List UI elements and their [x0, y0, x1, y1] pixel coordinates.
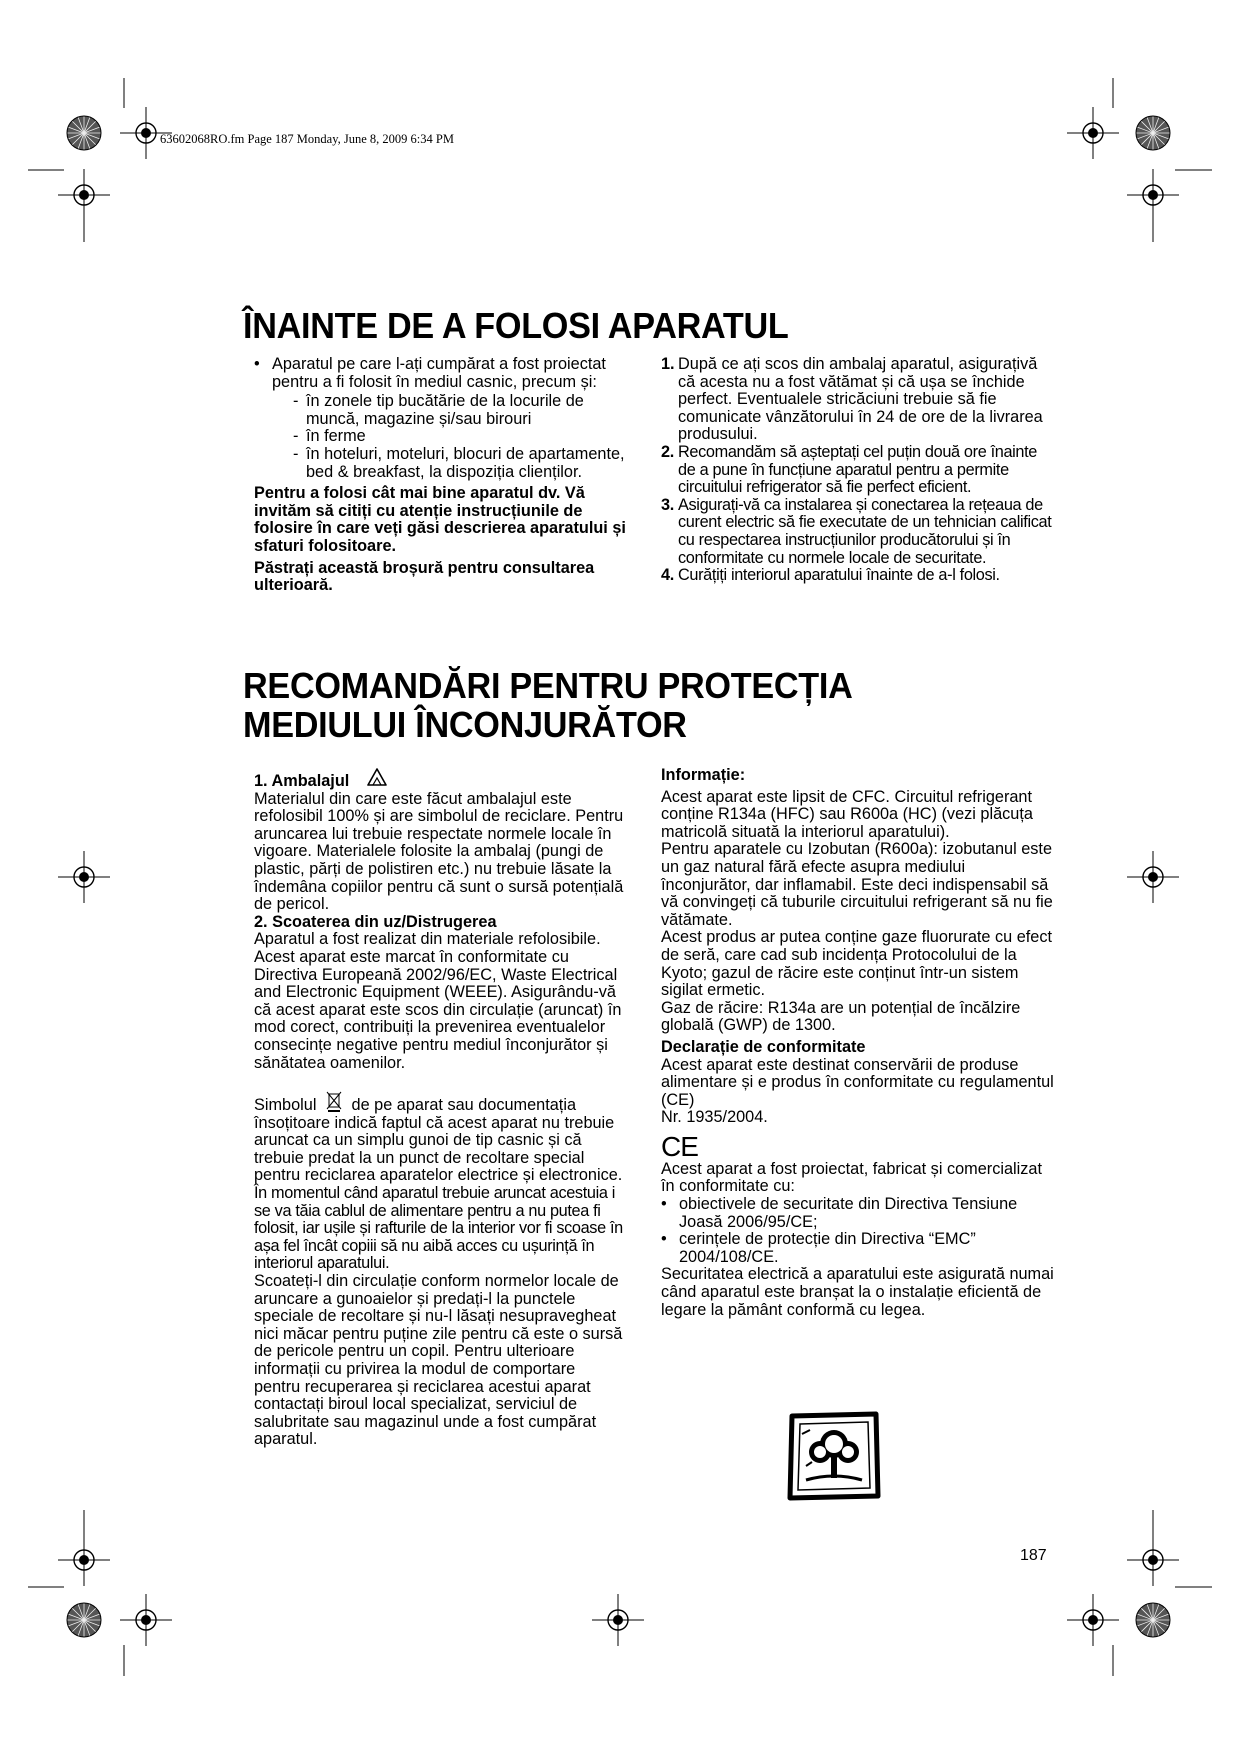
conformity-heading: Declarație de conformitate — [661, 1037, 866, 1056]
usage-list — [272, 393, 634, 481]
conformity-text: Securitatea electrică a aparatului este asigurată numai când aparatul este branșat la o instalație eficientă de legare la pământ conformă cu legea. — [661, 1265, 1054, 1319]
page-number: 187 — [1020, 1547, 1047, 1564]
recycle-icon — [364, 767, 390, 789]
section2-title-line1: RECOMANDĂRI PENTRU PROTECȚIA — [243, 665, 853, 706]
step-item: 1. După ce ați scos din ambalaj aparatul, asigurațivă că acesta nu a fost vătămat și că ușa se închide perfect. Eventualele stricăciuni trebuie să fie comunicate vânzătorului în 24 de ore de la livrarea produsului. — [661, 355, 1043, 444]
tree-logo-icon — [786, 1410, 882, 1502]
info-text: Pentru aparatele cu Izobutan (R600a): izobutanul este un gaz natural fără efecte asupra mediului înconjurător, dar inflamabil. Este deci indispensabil să vă convingeți că tuburile circuitului refrigerant să nu fie vătămate. — [661, 840, 1053, 929]
weee-paragraph: Simbolul de pe aparat sau documentația însoțitoare indică faptul că acest aparat nu trebuie aruncat ca un simplu gunoi de tip casnic și că trebuie predat la un punct de recoltare special pentru reciclarea aparatelor electrice și electronice. — [254, 1090, 624, 1185]
bold-note: Păstrați această broșură pentru consultarea ulterioară. — [254, 558, 595, 595]
bold-note: Pentru a folosi cât mai bine aparatul dv. Vă invităm să citiți cu atenție instrucțiunile de folosire în care veți găsi descrierea aparatului și sfaturi folositoare. — [254, 484, 626, 555]
section1-right-column — [661, 356, 1056, 585]
list-item: • obiectivele de securitate din Directiva Tensiune Joasă 2006/95/CE; — [661, 1196, 1056, 1231]
list-item: - în zonele tip bucătărie de la locurile de muncă, magazine și/sau birouri — [290, 393, 634, 428]
info-text: Gaz de răcire: R134a are un potențial de încălzire globală (GWP) de 1300. — [661, 998, 1021, 1035]
info-text: Acest aparat este lipsit de CFC. Circuitul refrigerant conține R134a (HFC) sau R600a (HC) (vezi plăcuța matricolă situată la interiorul aparatului). — [661, 787, 1033, 841]
step-item: 2. Recomandăm să așteptați cel puțin două ore înainte de a pune în funcțiune aparatul pentru a permite circuitului refrigerator să fie perfect eficient. — [661, 442, 1038, 497]
list-item: • cerințele de protecție din Directiva “EMC” 2004/108/CE. — [661, 1231, 1056, 1266]
disposal-heading: 2. Scoaterea din uz/Distrugerea — [254, 912, 497, 931]
list-item: - în ferme — [290, 428, 634, 446]
ce-mark: CE — [661, 1130, 698, 1162]
disposal-text: Scoateți-l din circulație conform normelor locale de aruncare a gunoaielor și predați-l la punctele speciale de recoltare și nu-l lăsați nesupravegheat nici măcar pentru puține zile pentru că este o sursă de pericole pentru un copil. Pentru ulterioare informații cu privirea la modul de comportare pentru recuperarea și reciclarea acestui aparat contactați biroul local specializat, serviciul de salubritate sau magazinul unde a fost cumpărat aparatul. — [254, 1272, 623, 1449]
crossed-bin-icon — [325, 1090, 343, 1112]
step-item: 3. Asigurați-vă ca instalarea și conectarea la rețeaua de curent electric să fie executate de un tehnician calificat cu respectarea instrucțiunilor producătorului și în conformitate cu normele locale de securitate. — [661, 495, 1052, 567]
list-item: - în hoteluri, moteluri, blocuri de apartamente, bed & breakfast, la dispoziția clienților. — [290, 446, 634, 481]
section1-left-column — [254, 356, 634, 595]
section1-title: ÎNAINTE DE A FOLOSI APARATUL — [243, 305, 789, 346]
conformity-text: Acest aparat este destinat conservării de produse alimentare și e produs în conformitate cu regulamentul (CE) — [661, 1055, 1054, 1109]
info-heading: Informație: — [661, 766, 746, 784]
packaging-text: Materialul din care este făcut ambalajul este refolosibil 100% și are simbolul de reciclare. Pentru aruncarea lui trebuie respectate normele locale în vigoare. Materialele folosite la ambalaj (pungi de plastic, părți de polistiren etc.) nu trebuie lăsate la îndemâna copiilor pentru că sunt o sursă potențială de pericol. — [254, 789, 624, 914]
conformity-text: Acest aparat a fost proiectat, fabricat și comercializat în conformitate cu: — [661, 1159, 1042, 1196]
disposal-text: Aparatul a fost realizat din materiale refolosibile. — [254, 930, 601, 949]
print-slug: 63602068RO.fm Page 187 Monday, June 8, 2009 6:34 PM — [160, 132, 454, 146]
section2-title-line2: MEDIULUI ÎNCONJURĂTOR — [243, 704, 687, 745]
intro-bullet: • Aparatul pe care l-ați cumpărat a fost proiectat pentru a fi folosit în mediul casnic, precum și: - în zonele tip bucătărie de la locurile de muncă, magazine și/sau birouri - în ferme - în hoteluri, moteluri, blocuri de apartamente, bed & breakfast, la dispoziția clienților. — [254, 356, 634, 481]
step-item: 4. Curățiți interiorul aparatului înainte de a-l folosi. — [661, 566, 1000, 585]
conformity-list — [661, 1196, 1056, 1266]
packaging-heading: 1. Ambalajul — [254, 767, 624, 791]
section2-left-column — [254, 767, 624, 1449]
info-text: Acest produs ar putea conține gaze fluorurate cu efect de seră, care cad sub incidența Protocolului de la Kyoto; gazul de răcire este conținut într-un sistem sigilat ermetic. — [661, 928, 1052, 1000]
section2-right-column — [661, 767, 1056, 1319]
conformity-text: Nr. 1935/2004. — [661, 1108, 768, 1127]
disposal-text: În momentul când aparatul trebuie aruncat acestuia i se va tăia cablul de alimentare pentru a nu putea fi folosit, iar ușile și rafturile de la interior vor fi scoase în așa fel încât copiii să nu aibă acces cu ușurință în interiorul aparatului. — [254, 1184, 623, 1273]
disposal-text: Acest aparat este marcat în conformitate cu Directiva Europeană 2002/96/EC, Waste Electrical and Electronic Equipment (WEEE). Asigurându-vă că acest aparat este scos din circulație (aruncat) în mod corect, contribuiți la prevenirea eventualelor consecințe negative pentru mediul înconjurător și sănătatea oamenilor. — [254, 947, 622, 1072]
